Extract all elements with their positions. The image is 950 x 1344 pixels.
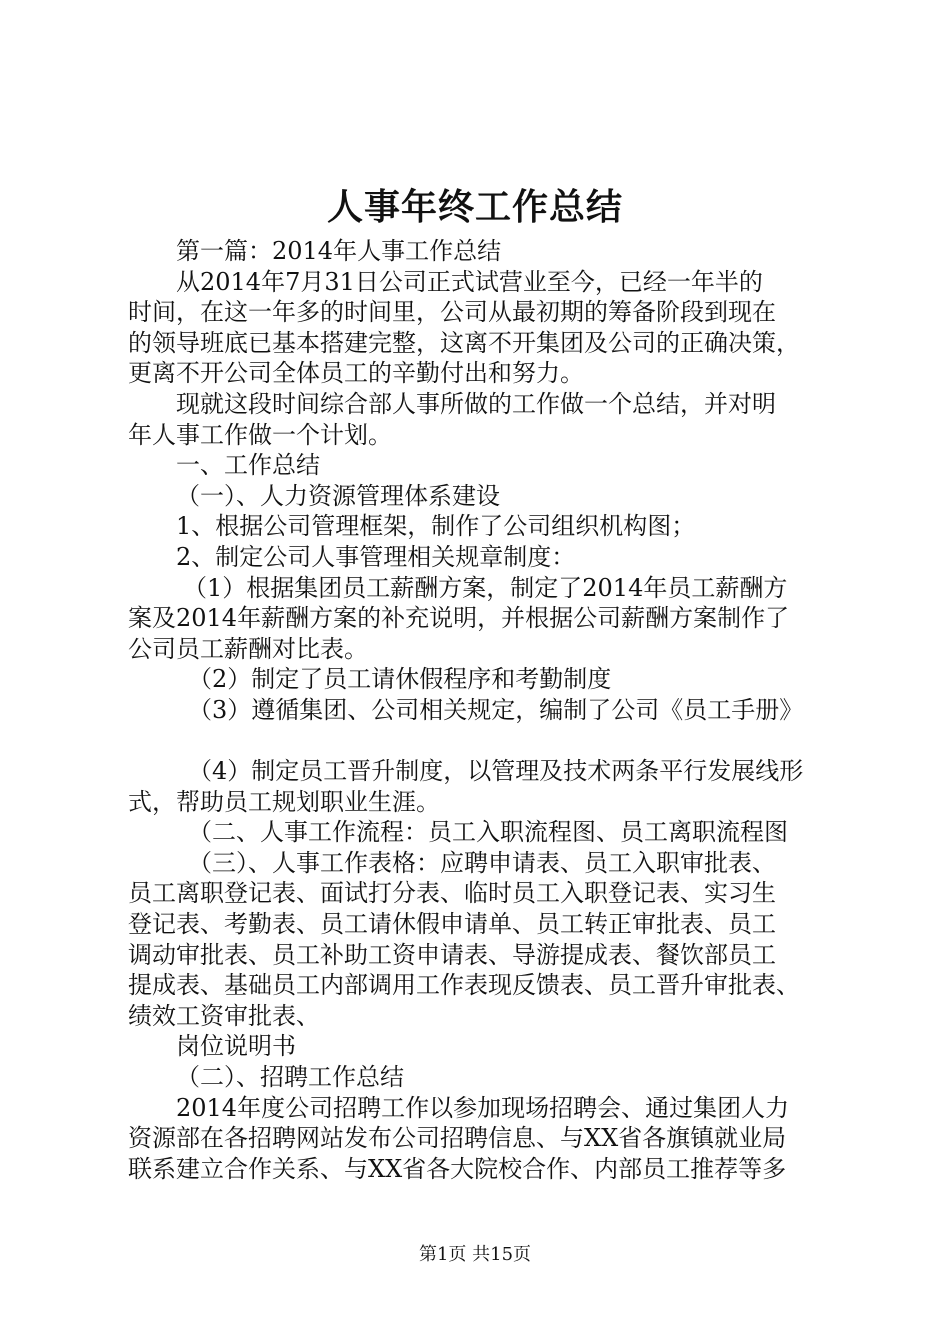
paragraph-line: 时间，在这一年多的时间里，公司从最初期的筹备阶段到现在	[128, 298, 776, 327]
paragraph-line: 岗位说明书	[176, 1032, 296, 1061]
paragraph-line: 登记表、考勤表、员工请休假申请单、员工转正审批表、员工	[128, 910, 776, 939]
paragraph-line: 绩效工资审批表、	[128, 1001, 320, 1030]
paragraph-line: 更离不开公司全体员工的辛勤付出和努力。	[128, 359, 584, 388]
paragraph-line: 式，帮助员工规划职业生涯。	[128, 787, 440, 816]
paragraph-line: 的领导班底已基本搭建完整，这离不开集团及公司的正确决策，	[128, 328, 800, 357]
paragraph-line: 1、根据公司管理框架，制作了公司组织机构图；	[176, 512, 696, 541]
document-title: 人事年终工作总结	[326, 186, 623, 228]
paragraph-line: 2、制定公司人事管理相关规章制度：	[176, 542, 576, 571]
paragraph-line: （3）遵循集团、公司相关规定，编制了公司《员工手册》	[188, 695, 804, 724]
section-heading: 一、工作总结	[176, 451, 320, 480]
paragraph-line: 现就这段时间综合部人事所做的工作做一个总结，并对明	[176, 389, 776, 418]
paragraph-line: 员工离职登记表、面试打分表、临时员工入职登记表、实习生	[128, 879, 776, 908]
page-number-footer: 第1页 共15页	[418, 1244, 532, 1265]
paragraph-line: 年人事工作做一个计划。	[128, 420, 392, 449]
paragraph-line: 公司员工薪酬对比表。	[128, 634, 368, 663]
paragraph-line: 调动审批表、员工补助工资申请表、导游提成表、餐饮部员工	[128, 940, 776, 969]
document-body	[128, 236, 848, 1184]
paragraph-line: 第一篇：2014年人事工作总结	[176, 237, 502, 265]
paragraph-line: 资源部在各招聘网站发布公司招聘信息、与XX省各旗镇就业局	[128, 1124, 787, 1153]
subsection-heading: （二）、招聘工作总结	[176, 1063, 404, 1092]
paragraph-line: （4）制定员工晋升制度，以管理及技术两条平行发展线形	[188, 757, 804, 786]
paragraph-line: （1）根据集团员工薪酬方案，制定了2014年员工薪酬方	[183, 573, 788, 602]
paragraph-line: 2014年度公司招聘工作以参加现场招聘会、通过集团人力	[176, 1093, 790, 1122]
blank-line	[128, 726, 848, 757]
paragraph-line: 从2014年7月31日公司正式试营业至今，已经一年半的	[176, 267, 763, 296]
paragraph-line: （2）制定了员工请休假程序和考勤制度	[188, 665, 612, 694]
paragraph-line: 案及2014年薪酬方案的补充说明，并根据公司薪酬方案制作了	[128, 604, 790, 633]
paragraph-line: （三）、人事工作表格：应聘申请表、员工入职审批表、	[188, 848, 776, 877]
paragraph-line: 提成表、基础员工内部调用工作表现反馈表、员工晋升审批表、	[128, 971, 800, 1000]
subsection-heading: （一）、人力资源管理体系建设	[176, 481, 500, 510]
paragraph-line: （二、人事工作流程：员工入职流程图、员工离职流程图	[188, 818, 788, 847]
paragraph-line: 联系建立合作关系、与XX省各大院校合作、内部员工推荐等多	[128, 1154, 787, 1183]
